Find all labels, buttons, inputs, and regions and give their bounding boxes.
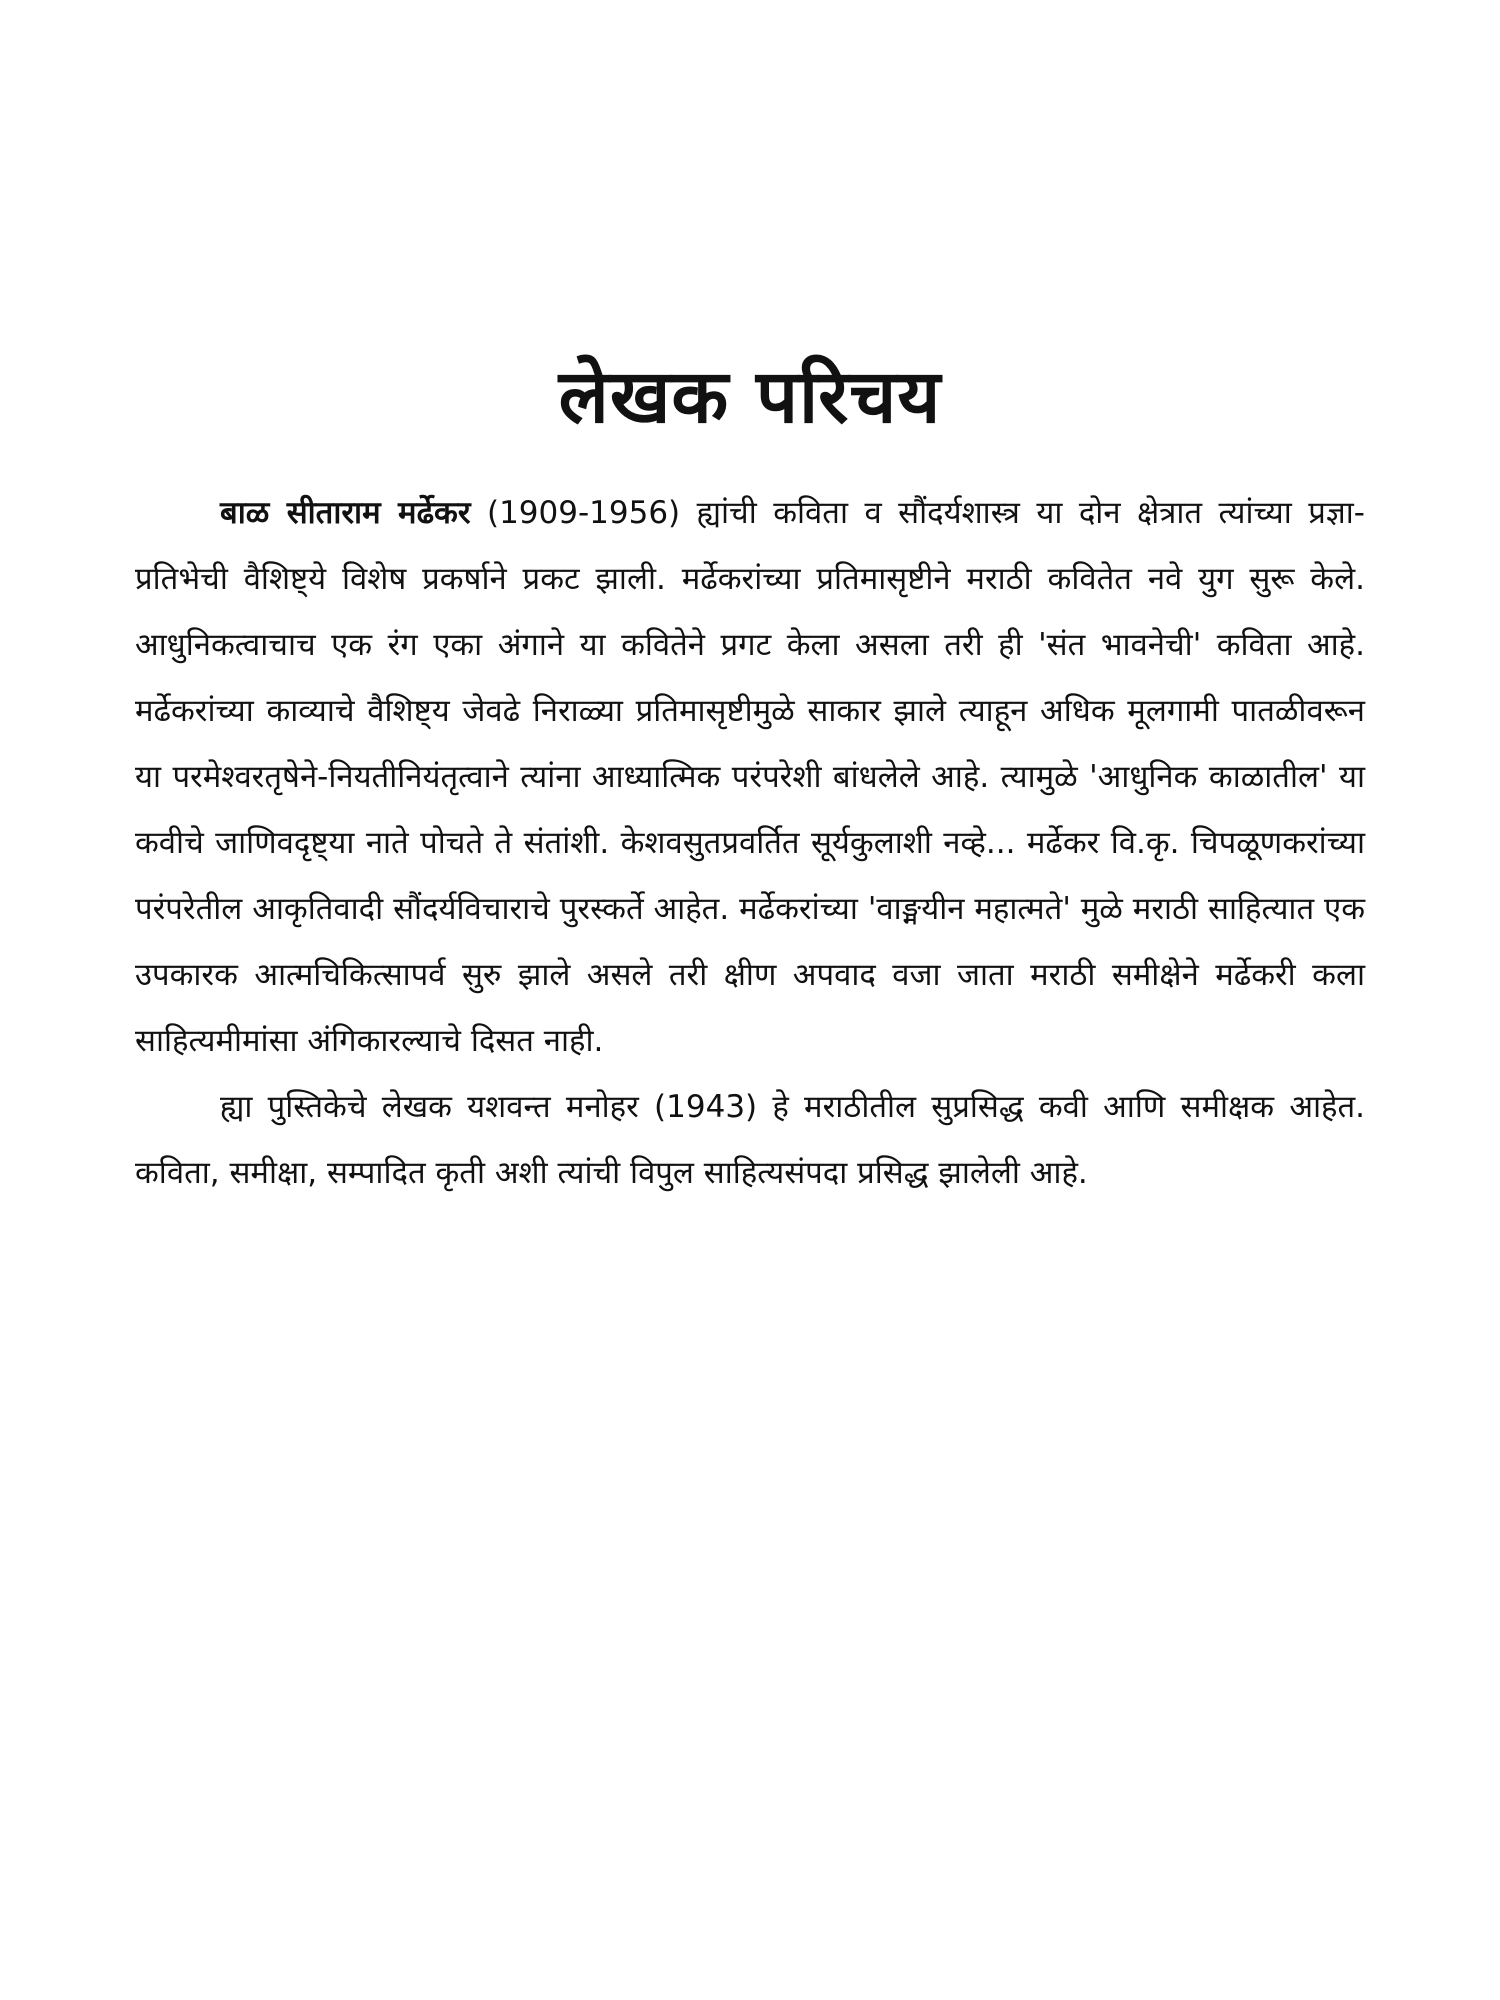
writer-intro-paragraph bbox=[135, 1074, 1365, 1206]
author-name: बाळ सीताराम मर्ढेकर bbox=[220, 495, 471, 532]
author-intro-paragraph bbox=[135, 480, 1365, 1074]
page-title: लेखक परिचय bbox=[558, 354, 942, 440]
writer-intro-text: ह्या पुस्तिकेचे लेखक यशवन्त मनोहर (1943) हे मराठीतील सुप्रसिद्ध कवी आणि समीक्षक आहेत. कविता, समीक्षा, सम्पादित कृती अशी त्यांची विपुल साहित्यसंपदा प्रसिद्ध झालेली आहे. bbox=[135, 1089, 1365, 1192]
author-intro-text: (1909-1956) ह्यांची कविता व सौंदर्यशास्त्र या दोन क्षेत्रात त्यांच्या प्रज्ञा-प्रतिभेची वैशिष्ट्ये विशेष प्रकर्षाने प्रकट झाली. मर्ढेकरांच्या प्रतिमासृष्टीने मराठी कवितेत नवे युग सुरू केले. आधुनिकत्वाचाच एक रंग एका अंगाने या कवितेने प्रगट केला असला तरी ही 'संत भावनेची' कविता आहे. मर्ढेकरांच्या काव्याचे वैशिष्ट्य जेवढे निराळ्या प्रतिमासृष्टीमुळे साकार झाले त्याहून अधिक मूलगामी पातळीवरून या परमेश्वरतृषेने-नियतीनियंतृत्वाने त्यांना आध्यात्मिक परंपरेशी बांधलेले आहे. त्यामुळे 'आधुनिक काळातील' या कवीचे जाणिवदृष्ट्या नाते पोचते ते संतांशी. केशवसुतप्रवर्तित सूर्यकुलाशी नव्हे... मर्ढेकर वि.कृ. चिपळूणकरांच्या परंपरेतील आकृतिवादी सौंदर्यविचाराचे पुरस्कर्ते आहेत. मर्ढेकरांच्या 'वाङ्मयीन महात्मते' मुळे मराठी साहित्यात एक उपकारक आत्मचिकित्सापर्व सुरु झाले असले तरी क्षीण अपवाद वजा जाता मराठी समीक्षेने मर्ढेकरी कला साहित्यमीमांसा अंगिकारल्याचे दिसत नाही. bbox=[135, 495, 1365, 1060]
